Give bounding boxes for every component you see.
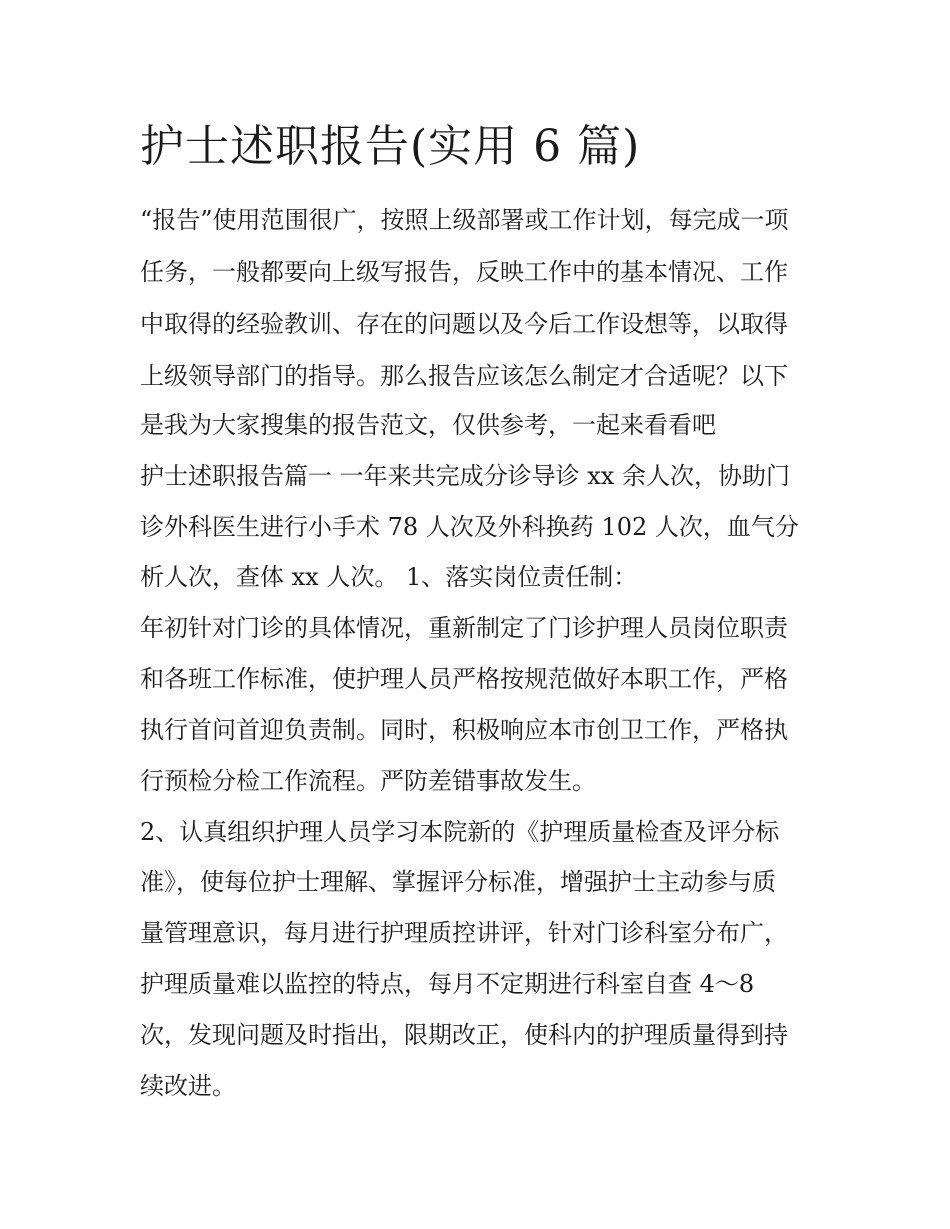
paragraph-line: 次，发现问题及时指出，限期改正，使科内的护理质量得到持 xyxy=(140,1021,788,1049)
paragraph-line: 是我为大家搜集的报告范文，仅供参考，一起来看看吧 xyxy=(140,411,716,439)
paragraph-line: 行预检分检工作流程。严防差错事故发生。 xyxy=(140,767,596,795)
paragraph-line: 上级领导部门的指导。那么报告应该怎么制定才合适呢？以下 xyxy=(140,362,788,390)
paragraph-line: 量管理意识，每月进行护理质控讲评，针对门诊科室分布广， xyxy=(140,919,788,947)
paragraph-line: 诊外科医生进行小手术 78 人次及外科换药 102 人次，血气分 xyxy=(140,513,799,541)
paragraph-line: “报告”使用范围很广，按照上级部署或工作计划，每完成一项 xyxy=(140,206,789,234)
paragraph-line: 执行首问首迎负责制。同时，积极响应本市创卫工作，严格执 xyxy=(140,716,788,744)
paragraph-line: 准》，使每位护士理解、掌握评分标准，增强护士主动参与质 xyxy=(140,868,776,896)
paragraph-line: 中取得的经验教训、存在的问题以及今后工作设想等，以取得 xyxy=(140,310,788,338)
paragraph-line: 任务，一般都要向上级写报告，反映工作中的基本情况、工作 xyxy=(140,258,788,286)
document-title: 护士述职报告(实用 6 篇) xyxy=(140,121,641,172)
paragraph-line: 2、认真组织护理人员学习本院新的《护理质量检查及评分标 xyxy=(140,818,780,846)
paragraph-line: 护理质量难以监控的特点，每月不定期进行科室自查 4～8 xyxy=(140,970,755,998)
paragraph-line: 护士述职报告篇一 一年来共完成分诊导诊 xx 余人次，协助门 xyxy=(140,462,790,490)
paragraph-line: 年初针对门诊的具体情况，重新制定了门诊护理人员岗位职责 xyxy=(140,614,788,642)
paragraph-line: 续改进。 xyxy=(140,1072,236,1100)
paragraph-line: 和各班工作标准，使护理人员严格按规范做好本职工作，严格 xyxy=(140,665,788,693)
paragraph-line: 析人次，查体 xx 人次。 1、落实岗位责任制： xyxy=(140,563,638,591)
